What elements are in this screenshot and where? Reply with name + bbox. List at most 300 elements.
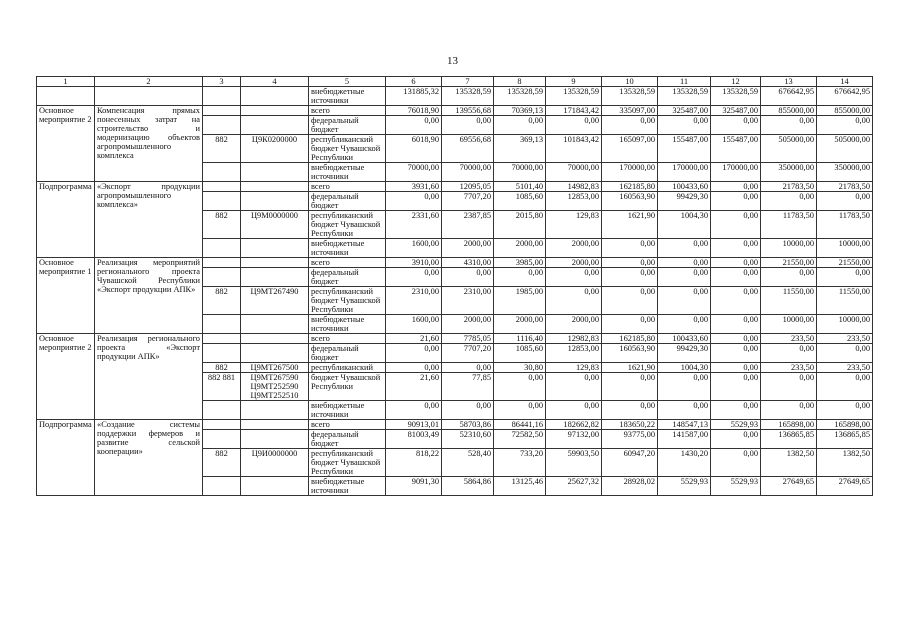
amount-cell: 325487,00 (658, 106, 711, 116)
amount-cell: 0,00 (817, 344, 873, 363)
budget-classification-code (241, 430, 309, 449)
amount-cell: 0,00 (711, 430, 761, 449)
amount-cell: 0,00 (711, 182, 761, 192)
budget-classification-code (241, 315, 309, 334)
amount-cell: 131885,32 (386, 87, 442, 106)
amount-cell: 1621,90 (602, 211, 658, 239)
funding-source: внебюджетные источники (309, 239, 386, 258)
amount-cell: 0,00 (711, 116, 761, 135)
amount-cell: 0,00 (658, 239, 711, 258)
amount-cell: 0,00 (711, 287, 761, 315)
amount-cell: 0,00 (817, 401, 873, 420)
grbs-code (203, 239, 241, 258)
amount-cell: 11783,50 (817, 211, 873, 239)
amount-cell: 1600,00 (386, 239, 442, 258)
amount-cell: 0,00 (711, 344, 761, 363)
amount-cell: 7707,20 (442, 344, 494, 363)
budget-classification-code: Ц9МТ267490 (241, 287, 309, 315)
amount-cell: 505000,00 (817, 135, 873, 163)
amount-cell: 5529,93 (711, 420, 761, 430)
amount-cell: 21,60 (386, 373, 442, 401)
grbs-code: 882 (203, 287, 241, 315)
grbs-code (203, 192, 241, 211)
amount-cell: 12853,00 (546, 344, 602, 363)
amount-cell: 2000,00 (494, 315, 546, 334)
column-number: 8 (494, 77, 546, 87)
amount-cell: 72582,50 (494, 430, 546, 449)
amount-cell: 233,50 (761, 334, 817, 344)
funding-source: внебюджетные источники (309, 163, 386, 182)
amount-cell: 5529,93 (658, 477, 711, 496)
amount-cell: 99429,30 (658, 192, 711, 211)
amount-cell: 11550,00 (761, 287, 817, 315)
amount-cell: 136865,85 (761, 430, 817, 449)
grbs-code (203, 430, 241, 449)
amount-cell: 855000,00 (761, 106, 817, 116)
amount-cell: 733,20 (494, 449, 546, 477)
amount-cell: 0,00 (761, 373, 817, 401)
amount-cell: 855000,00 (817, 106, 873, 116)
amount-cell: 21,60 (386, 334, 442, 344)
program-description: Компенсация прямых понесенных затрат на строительство и модернизацию объектов агропромышленного комплекса (95, 106, 203, 182)
amount-cell: 350000,00 (817, 163, 873, 182)
table-row (37, 87, 873, 106)
amount-cell: 170000,00 (602, 163, 658, 182)
amount-cell: 162185,80 (602, 182, 658, 192)
amount-cell: 1985,00 (494, 287, 546, 315)
amount-cell: 11783,50 (761, 211, 817, 239)
amount-cell: 818,22 (386, 449, 442, 477)
amount-cell: 93775,00 (602, 430, 658, 449)
amount-cell: 233,50 (817, 334, 873, 344)
amount-cell: 21783,50 (761, 182, 817, 192)
budget-table (36, 76, 873, 496)
grbs-code (203, 106, 241, 116)
amount-cell: 528,40 (442, 449, 494, 477)
column-number: 9 (546, 77, 602, 87)
amount-cell: 2000,00 (442, 239, 494, 258)
amount-cell: 141587,00 (658, 430, 711, 449)
amount-cell: 0,00 (602, 116, 658, 135)
amount-cell: 70000,00 (386, 163, 442, 182)
program-title (37, 87, 95, 106)
amount-cell: 2015,80 (494, 211, 546, 239)
amount-cell: 183650,22 (602, 420, 658, 430)
amount-cell: 369,13 (494, 135, 546, 163)
amount-cell: 170000,00 (711, 163, 761, 182)
amount-cell: 3910,00 (386, 258, 442, 268)
amount-cell: 27649,65 (817, 477, 873, 496)
amount-cell: 1382,50 (817, 449, 873, 477)
budget-classification-code (241, 344, 309, 363)
funding-source: республиканский бюджет Чувашской Республики (309, 135, 386, 163)
amount-cell: 52310,60 (442, 430, 494, 449)
budget-classification-code (241, 334, 309, 344)
amount-cell: 1430,20 (658, 449, 711, 477)
amount-cell: 0,00 (442, 268, 494, 287)
funding-source: всего (309, 258, 386, 268)
column-number: 1 (37, 77, 95, 87)
program-description (95, 87, 203, 106)
amount-cell: 0,00 (711, 239, 761, 258)
amount-cell: 0,00 (658, 116, 711, 135)
amount-cell: 233,50 (817, 363, 873, 373)
budget-classification-code (241, 106, 309, 116)
funding-source: республиканский бюджет Чувашской Республики (309, 287, 386, 315)
program-description: «Экспорт продукции агропромышленного комплекса» (95, 182, 203, 258)
amount-cell: 21550,00 (817, 258, 873, 268)
budget-classification-code (241, 87, 309, 106)
amount-cell: 5864,86 (442, 477, 494, 496)
amount-cell: 70000,00 (442, 163, 494, 182)
amount-cell: 0,00 (386, 116, 442, 135)
amount-cell: 135328,59 (711, 87, 761, 106)
amount-cell: 505000,00 (761, 135, 817, 163)
table-row (37, 258, 873, 268)
column-number: 10 (602, 77, 658, 87)
budget-classification-code (241, 420, 309, 430)
column-number: 3 (203, 77, 241, 87)
amount-cell: 7707,20 (442, 192, 494, 211)
amount-cell: 155487,00 (711, 135, 761, 163)
column-number: 4 (241, 77, 309, 87)
amount-cell: 70369,13 (494, 106, 546, 116)
funding-source: внебюджетные источники (309, 87, 386, 106)
amount-cell: 1600,00 (386, 315, 442, 334)
budget-classification-code: Ц9М0000000 (241, 211, 309, 239)
amount-cell: 76018,90 (386, 106, 442, 116)
budget-classification-code (241, 239, 309, 258)
budget-classification-code (241, 258, 309, 268)
budget-classification-code (241, 163, 309, 182)
amount-cell: 0,00 (546, 373, 602, 401)
budget-classification-code (241, 116, 309, 135)
amount-cell: 59903,50 (546, 449, 602, 477)
amount-cell: 1085,60 (494, 192, 546, 211)
amount-cell: 0,00 (817, 373, 873, 401)
amount-cell: 160563,90 (602, 344, 658, 363)
amount-cell: 2310,00 (442, 287, 494, 315)
amount-cell: 0,00 (711, 268, 761, 287)
amount-cell: 97132,00 (546, 430, 602, 449)
amount-cell: 676642,95 (817, 87, 873, 106)
amount-cell: 1382,50 (761, 449, 817, 477)
column-number: 5 (309, 77, 386, 87)
amount-cell: 0,00 (494, 401, 546, 420)
amount-cell: 10000,00 (817, 239, 873, 258)
grbs-code (203, 163, 241, 182)
amount-cell: 0,00 (602, 239, 658, 258)
amount-cell: 135328,59 (602, 87, 658, 106)
amount-cell: 0,00 (494, 268, 546, 287)
amount-cell: 99429,30 (658, 344, 711, 363)
program-title: Основное мероприятие 2 (37, 106, 95, 182)
grbs-code (203, 344, 241, 363)
amount-cell: 233,50 (761, 363, 817, 373)
amount-cell: 0,00 (546, 116, 602, 135)
amount-cell: 0,00 (494, 373, 546, 401)
amount-cell: 11550,00 (817, 287, 873, 315)
amount-cell: 171843,42 (546, 106, 602, 116)
amount-cell: 0,00 (658, 401, 711, 420)
amount-cell: 0,00 (711, 449, 761, 477)
amount-cell: 2331,60 (386, 211, 442, 239)
amount-cell: 2000,00 (546, 258, 602, 268)
grbs-code (203, 477, 241, 496)
grbs-code: 882 881 (203, 373, 241, 401)
amount-cell: 60947,20 (602, 449, 658, 477)
funding-source: республиканский бюджет Чувашской Республики (309, 449, 386, 477)
amount-cell: 2387,85 (442, 211, 494, 239)
amount-cell: 0,00 (711, 211, 761, 239)
amount-cell: 165898,00 (817, 420, 873, 430)
amount-cell: 10000,00 (817, 315, 873, 334)
funding-source: внебюджетные источники (309, 477, 386, 496)
amount-cell: 139556,68 (442, 106, 494, 116)
amount-cell: 162185,80 (602, 334, 658, 344)
amount-cell: 81003,49 (386, 430, 442, 449)
amount-cell: 0,00 (602, 287, 658, 315)
amount-cell: 13125,46 (494, 477, 546, 496)
amount-cell: 0,00 (546, 268, 602, 287)
amount-cell: 0,00 (761, 401, 817, 420)
table-body (37, 87, 873, 496)
amount-cell: 0,00 (658, 287, 711, 315)
amount-cell: 335097,00 (602, 106, 658, 116)
budget-classification-code (241, 192, 309, 211)
program-title: Подпрограмма (37, 182, 95, 258)
amount-cell: 27649,65 (761, 477, 817, 496)
amount-cell: 0,00 (761, 192, 817, 211)
amount-cell: 0,00 (817, 116, 873, 135)
amount-cell: 165898,00 (761, 420, 817, 430)
amount-cell: 135328,59 (494, 87, 546, 106)
amount-cell: 136865,85 (817, 430, 873, 449)
column-number-header (37, 77, 873, 87)
amount-cell: 170000,00 (658, 163, 711, 182)
column-number: 14 (817, 77, 873, 87)
table-row (37, 420, 873, 430)
grbs-code (203, 87, 241, 106)
amount-cell: 0,00 (658, 258, 711, 268)
program-description: Реализация мероприятий регионального проекта Чувашской Республики «Экспорт продукции АПК» (95, 258, 203, 334)
amount-cell: 100433,60 (658, 334, 711, 344)
budget-classification-code (241, 182, 309, 192)
amount-cell: 21783,50 (817, 182, 873, 192)
budget-classification-code (241, 268, 309, 287)
amount-cell: 0,00 (817, 192, 873, 211)
amount-cell: 5529,93 (711, 477, 761, 496)
grbs-code: 882 (203, 363, 241, 373)
amount-cell: 3931,60 (386, 182, 442, 192)
amount-cell: 129,83 (546, 211, 602, 239)
page-number: 13 (447, 55, 458, 67)
amount-cell: 0,00 (602, 315, 658, 334)
amount-cell: 4310,00 (442, 258, 494, 268)
amount-cell: 100433,60 (658, 182, 711, 192)
amount-cell: 0,00 (386, 192, 442, 211)
funding-source: республиканский (309, 363, 386, 373)
funding-source: федеральный бюджет (309, 344, 386, 363)
amount-cell: 135328,59 (442, 87, 494, 106)
amount-cell: 0,00 (817, 268, 873, 287)
column-number: 12 (711, 77, 761, 87)
budget-classification-code: Ц9К0200000 (241, 135, 309, 163)
budget-classification-code: Ц9МТ267500 (241, 363, 309, 373)
amount-cell: 69556,68 (442, 135, 494, 163)
amount-cell: 135328,59 (546, 87, 602, 106)
program-title: Основное мероприятие 1 (37, 258, 95, 334)
amount-cell: 160563,90 (602, 192, 658, 211)
program-title: Основное мероприятие 2 (37, 334, 95, 420)
amount-cell: 5101,40 (494, 182, 546, 192)
amount-cell: 0,00 (711, 373, 761, 401)
table-row (37, 106, 873, 116)
amount-cell: 12853,00 (546, 192, 602, 211)
grbs-code (203, 334, 241, 344)
funding-source: республиканский бюджет Чувашской Республики (309, 211, 386, 239)
amount-cell: 0,00 (602, 373, 658, 401)
amount-cell: 90913,01 (386, 420, 442, 430)
program-description: Реализация регионального проекта «Экспорт продукции АПК» (95, 334, 203, 420)
amount-cell: 676642,95 (761, 87, 817, 106)
amount-cell: 0,00 (658, 373, 711, 401)
funding-source: всего (309, 334, 386, 344)
amount-cell: 0,00 (386, 268, 442, 287)
budget-classification-code: Ц9И0000000 (241, 449, 309, 477)
amount-cell: 12095,05 (442, 182, 494, 192)
amount-cell: 2310,00 (386, 287, 442, 315)
amount-cell: 2000,00 (546, 239, 602, 258)
amount-cell: 0,00 (442, 116, 494, 135)
amount-cell: 0,00 (711, 401, 761, 420)
amount-cell: 21550,00 (761, 258, 817, 268)
amount-cell: 101843,42 (546, 135, 602, 163)
amount-cell: 77,85 (442, 373, 494, 401)
grbs-code (203, 420, 241, 430)
funding-source: федеральный бюджет (309, 268, 386, 287)
column-number: 7 (442, 77, 494, 87)
amount-cell: 325487,00 (711, 106, 761, 116)
amount-cell: 1004,30 (658, 363, 711, 373)
funding-source: всего (309, 182, 386, 192)
amount-cell: 0,00 (711, 334, 761, 344)
amount-cell: 30,80 (494, 363, 546, 373)
amount-cell: 10000,00 (761, 239, 817, 258)
funding-source: всего (309, 420, 386, 430)
amount-cell: 0,00 (494, 116, 546, 135)
budget-classification-code: Ц9МТ267590 Ц9МТ252590 Ц9МТ252510 (241, 373, 309, 401)
amount-cell: 1621,90 (602, 363, 658, 373)
grbs-code (203, 116, 241, 135)
funding-source: всего (309, 106, 386, 116)
amount-cell: 135328,59 (658, 87, 711, 106)
column-number: 11 (658, 77, 711, 87)
amount-cell: 86441,16 (494, 420, 546, 430)
amount-cell: 182662,82 (546, 420, 602, 430)
funding-source: федеральный бюджет (309, 430, 386, 449)
amount-cell: 0,00 (546, 401, 602, 420)
amount-cell: 0,00 (711, 315, 761, 334)
amount-cell: 25627,32 (546, 477, 602, 496)
amount-cell: 0,00 (386, 344, 442, 363)
table-row (37, 182, 873, 192)
amount-cell: 0,00 (658, 268, 711, 287)
grbs-code (203, 268, 241, 287)
amount-cell: 2000,00 (442, 315, 494, 334)
amount-cell: 3985,00 (494, 258, 546, 268)
program-title: Подпрограмма (37, 420, 95, 496)
amount-cell: 0,00 (761, 116, 817, 135)
amount-cell: 0,00 (602, 401, 658, 420)
funding-source: внебюджетные источники (309, 401, 386, 420)
amount-cell: 1004,30 (658, 211, 711, 239)
amount-cell: 155487,00 (658, 135, 711, 163)
column-number: 13 (761, 77, 817, 87)
amount-cell: 2000,00 (546, 315, 602, 334)
amount-cell: 0,00 (711, 192, 761, 211)
funding-source: бюджет Чувашской Республики (309, 373, 386, 401)
grbs-code (203, 401, 241, 420)
amount-cell: 0,00 (761, 268, 817, 287)
amount-cell: 14982,83 (546, 182, 602, 192)
amount-cell: 70000,00 (546, 163, 602, 182)
column-number: 2 (95, 77, 203, 87)
amount-cell: 28928,02 (602, 477, 658, 496)
grbs-code (203, 182, 241, 192)
amount-cell: 0,00 (658, 315, 711, 334)
amount-cell: 1085,60 (494, 344, 546, 363)
amount-cell: 0,00 (711, 363, 761, 373)
table-row (37, 334, 873, 344)
amount-cell: 12982,83 (546, 334, 602, 344)
amount-cell: 0,00 (386, 363, 442, 373)
amount-cell: 58703,86 (442, 420, 494, 430)
amount-cell: 0,00 (442, 363, 494, 373)
amount-cell: 9091,30 (386, 477, 442, 496)
funding-source: внебюджетные источники (309, 315, 386, 334)
amount-cell: 7785,05 (442, 334, 494, 344)
amount-cell: 2000,00 (494, 239, 546, 258)
amount-cell: 148547,13 (658, 420, 711, 430)
amount-cell: 6018,90 (386, 135, 442, 163)
amount-cell: 0,00 (711, 258, 761, 268)
grbs-code (203, 315, 241, 334)
amount-cell: 0,00 (761, 344, 817, 363)
amount-cell: 129,83 (546, 363, 602, 373)
grbs-code: 882 (203, 211, 241, 239)
amount-cell: 1116,40 (494, 334, 546, 344)
budget-classification-code (241, 477, 309, 496)
funding-source: федеральный бюджет (309, 116, 386, 135)
amount-cell: 0,00 (546, 287, 602, 315)
grbs-code (203, 258, 241, 268)
amount-cell: 70000,00 (494, 163, 546, 182)
amount-cell: 165097,00 (602, 135, 658, 163)
grbs-code: 882 (203, 449, 241, 477)
amount-cell: 350000,00 (761, 163, 817, 182)
amount-cell: 10000,00 (761, 315, 817, 334)
grbs-code: 882 (203, 135, 241, 163)
funding-source: федеральный бюджет (309, 192, 386, 211)
column-number: 6 (386, 77, 442, 87)
amount-cell: 0,00 (386, 401, 442, 420)
amount-cell: 0,00 (602, 258, 658, 268)
amount-cell: 0,00 (442, 401, 494, 420)
program-description: «Создание системы поддержки фермеров и развитие сельской кооперации» (95, 420, 203, 496)
amount-cell: 0,00 (602, 268, 658, 287)
budget-classification-code (241, 401, 309, 420)
